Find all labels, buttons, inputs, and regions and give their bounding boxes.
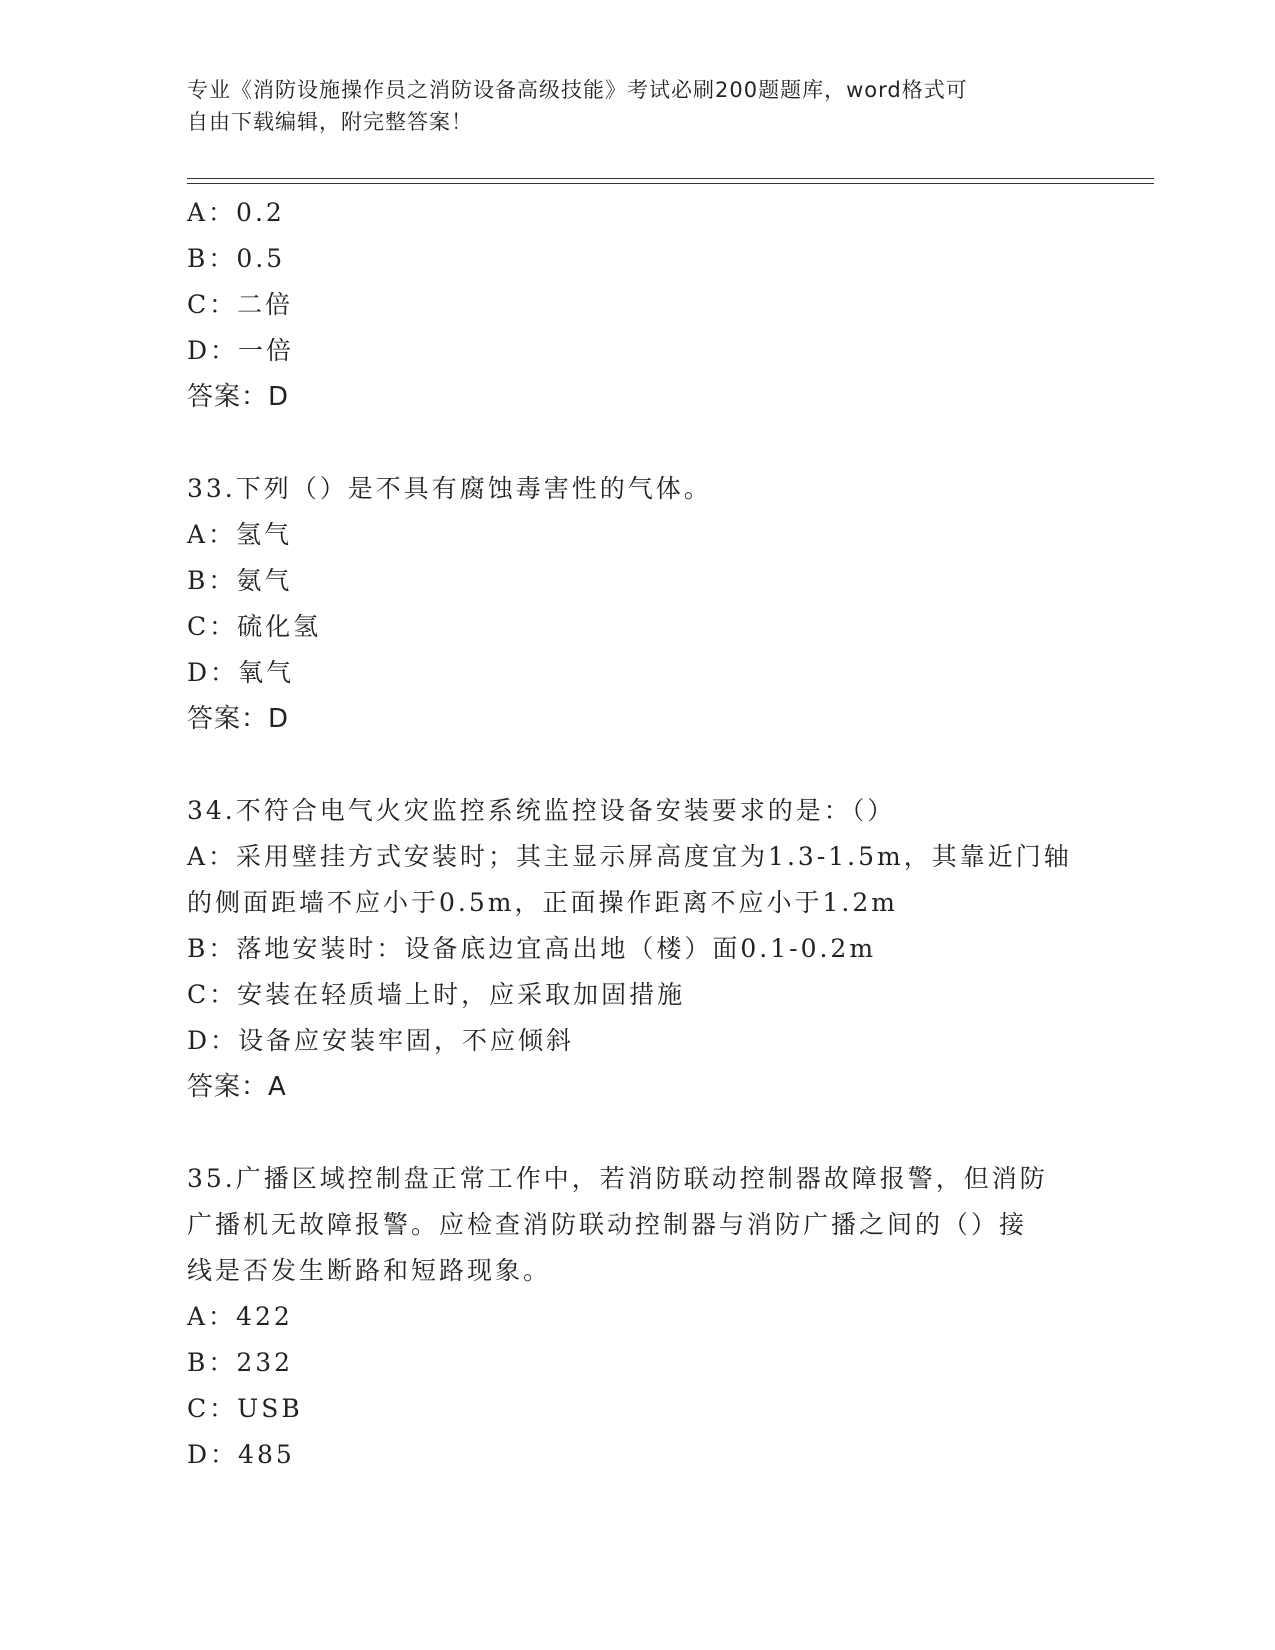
option-c: C：安装在轻质墙上时，应采取加固措施 [187,980,686,1009]
question-stem-line-2: 广播机无故障报警。应检查消防联动控制器与消防广播之间的（）接 [187,1210,1028,1239]
question-spacer [187,1110,1087,1156]
header-divider-top [187,178,1154,179]
option-d: D：氧气 [187,658,295,687]
question-35 [187,1156,1087,1478]
option-a-line-1: A：采用壁挂方式安装时；其主显示屏高度宜为1.3-1.5m，其靠近门轴 [187,842,1072,871]
header-title-line-1: 专业《消防设施操作员之消防设备高级技能》考试必刷200题题库，word格式可 [187,78,968,102]
option-c: C：USB [187,1394,303,1423]
option-a: A：0.2 [187,198,285,227]
document-header [187,74,1087,138]
option-b: B：落地安装时：设备底边宜高出地（楼）面0.1-0.2m [187,934,877,963]
answer: 答案：D [187,382,290,412]
question-stem: 33.下列（）是不具有腐蚀毒害性的气体。 [187,474,712,503]
question-spacer [187,742,1087,788]
question-spacer [187,420,1087,466]
question-list [187,190,1087,1478]
option-a: A：422 [187,1302,293,1331]
question-stem-line-3: 线是否发生断路和短路现象。 [187,1256,552,1285]
option-c: C：二倍 [187,290,294,319]
header-title-line-2: 自由下载编辑，附完整答案！ [187,110,473,134]
question-33 [187,466,1087,742]
answer: 答案：A [187,1072,287,1102]
question-34 [187,788,1087,1110]
option-d: D：一倍 [187,336,295,365]
question-32 [187,190,1087,420]
question-stem-line-1: 35.广播区域控制盘正常工作中，若消防联动控制器故障报警，但消防 [187,1164,1048,1193]
option-d: D：485 [187,1440,295,1469]
option-b: B：氨气 [187,566,293,595]
option-d: D：设备应安装牢固，不应倾斜 [187,1026,575,1055]
answer: 答案：D [187,704,290,734]
header-divider-bottom [187,183,1154,184]
option-a-line-2: 的侧面距墙不应小于0.5m，正面操作距离不应小于1.2m [187,888,898,917]
option-a: A：氢气 [187,520,293,549]
option-b: B：232 [187,1348,294,1377]
question-stem: 34.不符合电气火灾监控系统监控设备安装要求的是：（） [187,796,896,825]
option-b: B：0.5 [187,244,286,273]
option-c: C：硫化氢 [187,612,322,641]
